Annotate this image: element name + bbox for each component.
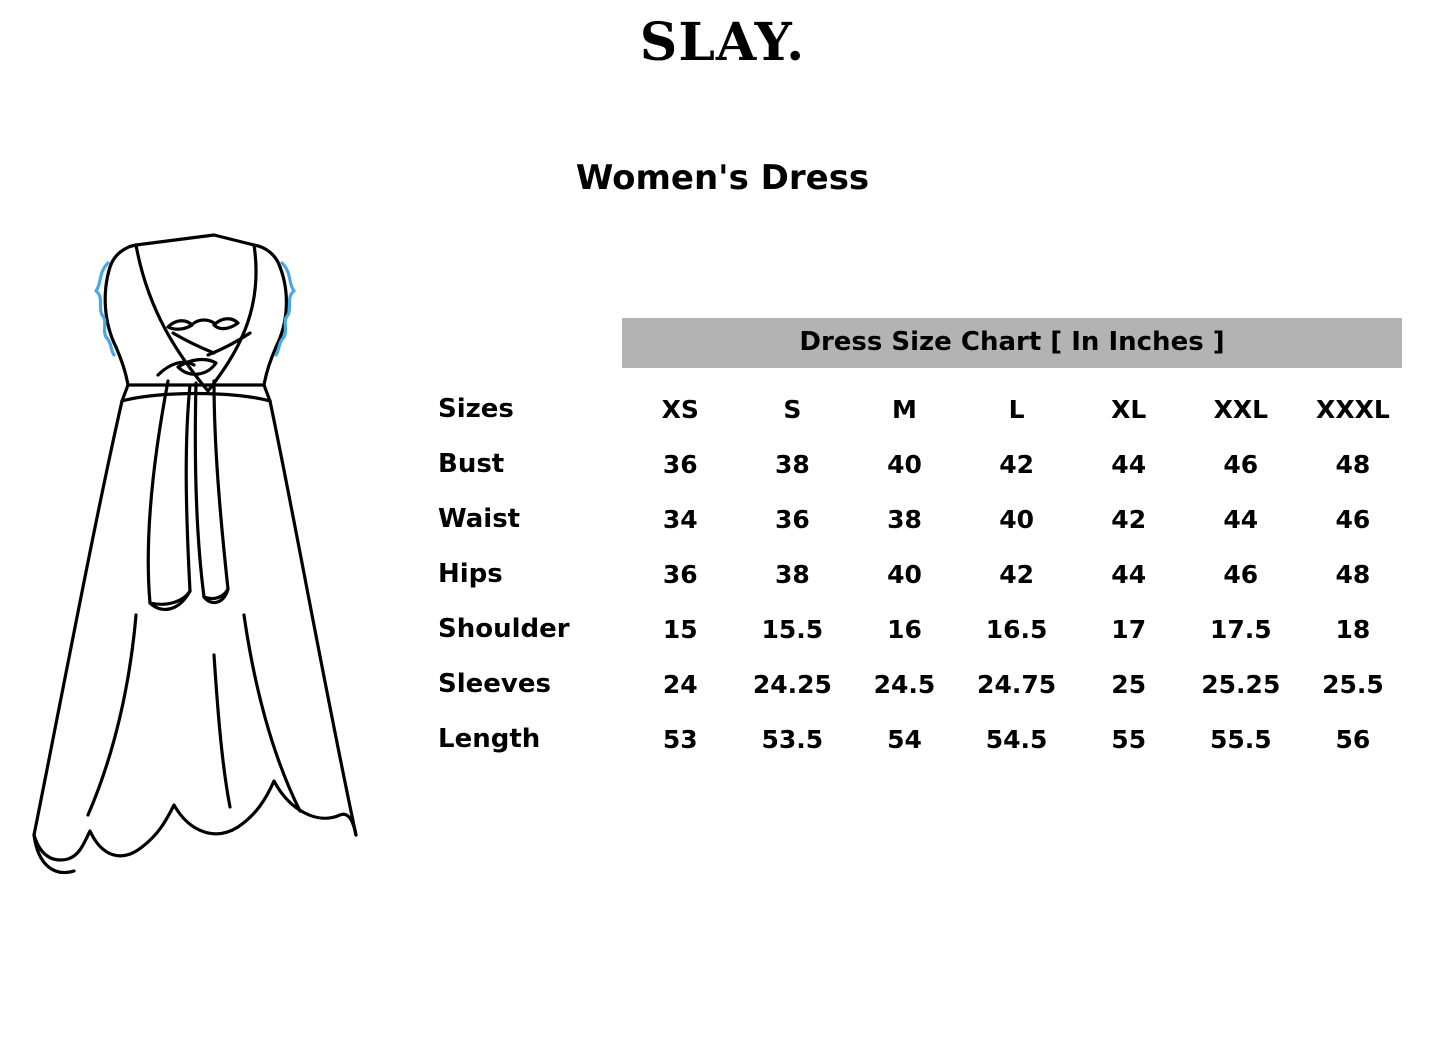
cell-length-xs: 53 bbox=[662, 724, 698, 754]
cell-length-m: 54 bbox=[887, 724, 922, 754]
cell-bust-xxxl: 48 bbox=[1335, 449, 1371, 479]
cell-waist-s: 36 bbox=[774, 504, 810, 534]
column-header-sizes: Sizes bbox=[438, 394, 514, 424]
cell-waist-xxl: 44 bbox=[1223, 504, 1259, 534]
row-label-bust: Bust bbox=[438, 449, 505, 479]
cell-sleeves-xl: 25 bbox=[1111, 669, 1147, 699]
table-row bbox=[424, 712, 1409, 767]
cell-sleeves-s: 24.25 bbox=[752, 669, 832, 699]
table-header-row bbox=[424, 382, 1409, 437]
column-header-xxxl: XXXL bbox=[1316, 394, 1390, 424]
cell-waist-m: 38 bbox=[887, 504, 922, 534]
cell-bust-xs: 36 bbox=[662, 449, 698, 479]
row-label-shoulder: Shoulder bbox=[438, 614, 570, 644]
column-header-xs: XS bbox=[661, 394, 699, 424]
cell-sleeves-xxxl: 25.5 bbox=[1322, 669, 1384, 699]
cell-length-xxxl: 56 bbox=[1335, 724, 1371, 754]
cell-length-xxl: 55.5 bbox=[1209, 724, 1272, 754]
cell-hips-m: 40 bbox=[887, 559, 922, 589]
cell-hips-xs: 36 bbox=[662, 559, 698, 589]
cell-hips-xxl: 46 bbox=[1223, 559, 1259, 589]
chart-header-title: Dress Size Chart [ In Inches ] bbox=[622, 318, 1402, 368]
row-label-hips: Hips bbox=[438, 559, 503, 589]
cell-shoulder-s: 15.5 bbox=[761, 614, 824, 644]
dress-illustration bbox=[18, 215, 398, 895]
cell-sleeves-xxl: 25.25 bbox=[1201, 669, 1281, 699]
cell-waist-xs: 34 bbox=[662, 504, 698, 534]
cell-hips-xl: 44 bbox=[1111, 559, 1147, 589]
sleeve-ruffle-accent bbox=[96, 263, 294, 355]
table-row bbox=[424, 547, 1409, 602]
row-label-length: Length bbox=[438, 724, 541, 754]
cell-shoulder-xs: 15 bbox=[662, 614, 698, 644]
cell-waist-l: 40 bbox=[999, 504, 1034, 534]
table-row bbox=[424, 602, 1409, 657]
column-header-l: L bbox=[1008, 394, 1025, 424]
cell-bust-xl: 44 bbox=[1111, 449, 1147, 479]
table-row bbox=[424, 492, 1409, 547]
cell-length-s: 53.5 bbox=[761, 724, 824, 754]
cell-sleeves-l: 24.75 bbox=[977, 669, 1057, 699]
cell-sleeves-xs: 24 bbox=[662, 669, 698, 699]
cell-length-l: 54.5 bbox=[985, 724, 1048, 754]
cell-hips-s: 38 bbox=[774, 559, 810, 589]
cell-waist-xl: 42 bbox=[1111, 504, 1147, 534]
cell-shoulder-l: 16.5 bbox=[985, 614, 1048, 644]
cell-bust-s: 38 bbox=[774, 449, 810, 479]
cell-hips-l: 42 bbox=[999, 559, 1034, 589]
column-header-xl: XL bbox=[1111, 394, 1147, 424]
cell-shoulder-xxxl: 18 bbox=[1335, 614, 1371, 644]
row-label-sleeves: Sleeves bbox=[438, 669, 551, 699]
page-subtitle: Women's Dress bbox=[575, 158, 870, 198]
column-header-xxl: XXL bbox=[1213, 394, 1269, 424]
cell-waist-xxxl: 46 bbox=[1335, 504, 1371, 534]
cell-sleeves-m: 24.5 bbox=[873, 669, 936, 699]
cell-bust-l: 42 bbox=[999, 449, 1034, 479]
cell-bust-xxl: 46 bbox=[1223, 449, 1259, 479]
column-header-s: S bbox=[783, 394, 802, 424]
size-chart-table bbox=[424, 382, 1409, 767]
cell-shoulder-xl: 17 bbox=[1111, 614, 1147, 644]
table-row bbox=[424, 657, 1409, 712]
cell-length-xl: 55 bbox=[1111, 724, 1147, 754]
cell-bust-m: 40 bbox=[887, 449, 922, 479]
table-row bbox=[424, 437, 1409, 492]
cell-hips-xxxl: 48 bbox=[1335, 559, 1371, 589]
cell-shoulder-xxl: 17.5 bbox=[1209, 614, 1272, 644]
size-chart bbox=[424, 318, 1424, 767]
row-label-waist: Waist bbox=[438, 504, 521, 534]
cell-shoulder-m: 16 bbox=[887, 614, 922, 644]
column-header-m: M bbox=[892, 394, 917, 424]
dress-sketch-icon bbox=[18, 215, 398, 895]
brand-title: SLAY. bbox=[639, 12, 806, 73]
